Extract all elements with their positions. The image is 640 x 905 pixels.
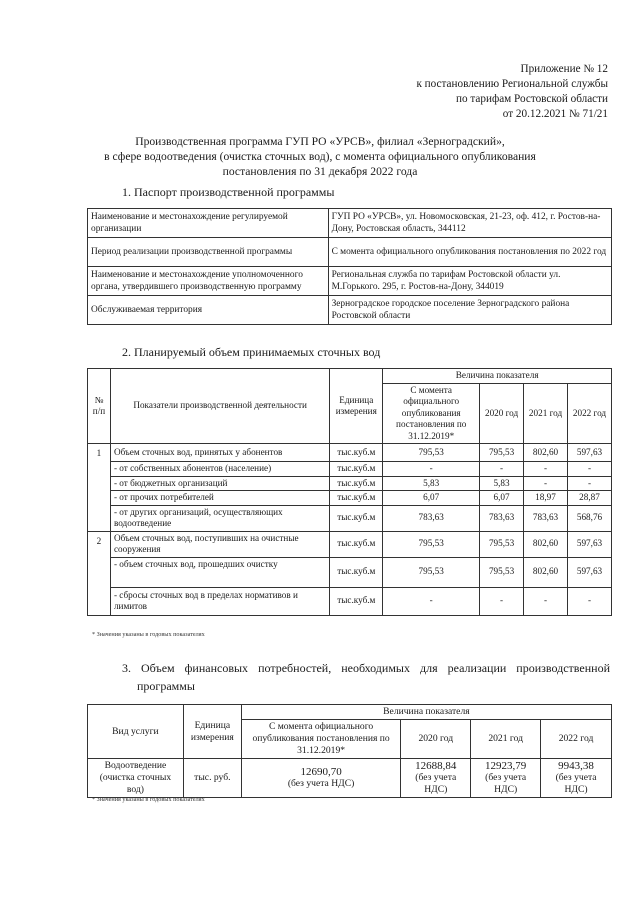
- row-unit: тыс.куб.м: [330, 531, 383, 557]
- row-value: 597,63: [567, 444, 611, 462]
- passport-value: С момента официального опубликования постановления по 2022 год: [328, 238, 611, 267]
- row-unit: тыс.куб.м: [330, 491, 383, 506]
- section-3-heading: 3. Объем финансовых потребностей, необходимых для реализации производственной: [122, 661, 610, 675]
- row-indicator: Объем сточных вод, поступивших на очистные сооружения: [110, 531, 329, 557]
- row-value: 795,53: [480, 444, 524, 462]
- passport-value: Региональная служба по тарифам Ростовской области ул. М.Горького. 295, г. Ростов-на-Дону, 344019: [328, 267, 611, 296]
- row-value: -: [567, 476, 611, 491]
- row-value: 802,60: [524, 531, 568, 557]
- section-3-heading-cont: программы: [137, 679, 195, 693]
- row-indicator: - объем сточных вод, прошедших очистку: [110, 557, 329, 587]
- row-value: -: [567, 587, 611, 615]
- table-row: [88, 531, 612, 557]
- row-value-note: (без учета НДС): [485, 772, 527, 795]
- table-row: [88, 557, 612, 587]
- row-value: 783,63: [524, 505, 568, 531]
- row-value-cell: [541, 759, 612, 798]
- header-line: Приложение № 12: [520, 63, 608, 75]
- row-value: 795,53: [480, 557, 524, 587]
- row-value-note: (без учета НДС): [415, 772, 457, 795]
- table-2-footnote: * Значения указаны в годовых показателях: [92, 631, 205, 638]
- row-value: -: [567, 462, 611, 477]
- table-row: [88, 238, 612, 267]
- row-value: -: [480, 462, 524, 477]
- row-value: 795,53: [383, 557, 480, 587]
- col-2020-header: 2020 год: [401, 720, 471, 759]
- col-2021-header: 2021 год: [524, 383, 568, 444]
- row-value: -: [383, 462, 480, 477]
- col-2021-header: 2021 год: [471, 720, 541, 759]
- table-row: [88, 476, 612, 491]
- table-row: [88, 505, 612, 531]
- col-service-header: Вид услуги: [88, 705, 184, 759]
- table-row: [88, 444, 612, 462]
- passport-label: Наименование и местонахождение уполномоченного органа, утвердившего производственную программу: [88, 267, 329, 296]
- row-unit: тыс.куб.м: [330, 557, 383, 587]
- row-value: 783,63: [383, 505, 480, 531]
- col-from-pub-header: С момента официального опубликования постановления по 31.12.2019*: [241, 720, 401, 759]
- title-line: в сфере водоотведения (очистка сточных вод), с момента официального опубликования: [104, 150, 536, 163]
- title-line: Производственная программа ГУП РО «УРСВ», филиал «Зерноградский»,: [135, 135, 505, 148]
- wastewater-volume-table: [87, 368, 612, 616]
- passport-label: Обслуживаемая территория: [88, 296, 329, 325]
- row-value: 795,53: [383, 444, 480, 462]
- col-2020-header: 2020 год: [480, 383, 524, 444]
- row-unit: тыс.куб.м: [330, 462, 383, 477]
- passport-value: ГУП РО «УРСВ», ул. Новомосковская, 21-23, оф. 412, г. Ростов-на-Дону, Ростовская область, 344112: [328, 209, 611, 238]
- row-value: 568,76: [567, 505, 611, 531]
- row-unit: тыс. руб.: [183, 759, 241, 798]
- col-num-header: № п/п: [88, 369, 111, 444]
- table-row: [88, 587, 612, 615]
- row-value-cell: [241, 759, 401, 798]
- table-row: [88, 296, 612, 325]
- row-value: 5,83: [383, 476, 480, 491]
- row-value: -: [524, 587, 568, 615]
- col-value-group-header: Величина показателя: [241, 705, 611, 720]
- row-num: 1: [88, 444, 111, 532]
- row-value-cell: [471, 759, 541, 798]
- row-value: -: [480, 587, 524, 615]
- row-value: 795,53: [383, 531, 480, 557]
- table-3-footnote: * Значения указаны в годовых показателях: [92, 796, 205, 803]
- row-value: -: [383, 587, 480, 615]
- row-unit: тыс.куб.м: [330, 505, 383, 531]
- section-2-heading: 2. Планируемый объем принимаемых сточных вод: [122, 345, 381, 359]
- header-line: по тарифам Ростовской области: [456, 93, 608, 105]
- row-value: 5,83: [480, 476, 524, 491]
- row-unit: тыс.куб.м: [330, 476, 383, 491]
- row-value: 12923,79: [485, 760, 527, 772]
- row-value: 9943,38: [558, 760, 594, 772]
- financial-needs-table: [87, 704, 612, 798]
- row-value: 18,97: [524, 491, 568, 506]
- row-service: Водоотведение (очистка сточных вод): [88, 759, 184, 798]
- row-unit: тыс.куб.м: [330, 587, 383, 615]
- col-2022-header: 2022 год: [541, 720, 612, 759]
- table-row: [88, 267, 612, 296]
- row-indicator: - от собственных абонентов (население): [110, 462, 329, 477]
- table-row: [88, 462, 612, 477]
- row-value: 802,60: [524, 557, 568, 587]
- row-value: 28,87: [567, 491, 611, 506]
- table-row: [88, 209, 612, 238]
- row-num: 2: [88, 531, 111, 615]
- row-value-note: (без учета НДС): [555, 772, 597, 795]
- col-unit-header: Единица измерения: [330, 369, 383, 444]
- row-value-note: (без учета НДС): [287, 778, 355, 789]
- row-value: 6,07: [480, 491, 524, 506]
- passport-label: Период реализации производственной программы: [88, 238, 329, 267]
- col-2022-header: 2022 год: [567, 383, 611, 444]
- col-indicator-header: Показатели производственной деятельности: [110, 369, 329, 444]
- document-header: [416, 62, 608, 122]
- row-value: 12688,84: [415, 760, 457, 772]
- title-line: постановления по 31 декабря 2022 года: [222, 165, 418, 178]
- row-value: -: [524, 462, 568, 477]
- section-1-heading: 1. Паспорт производственной программы: [122, 185, 335, 199]
- row-value: 802,60: [524, 444, 568, 462]
- row-indicator: - от бюджетных организаций: [110, 476, 329, 491]
- passport-table: [87, 208, 612, 325]
- row-indicator: - от прочих потребителей: [110, 491, 329, 506]
- header-line: к постановлению Региональной службы: [416, 78, 608, 90]
- row-indicator: - сбросы сточных вод в пределах нормативов и лимитов: [110, 587, 329, 615]
- row-value-cell: [401, 759, 471, 798]
- row-value: 6,07: [383, 491, 480, 506]
- col-from-pub-header: С момента официального опубликования постановления по 31.12.2019*: [383, 383, 480, 444]
- row-value: 12690,70: [300, 766, 342, 778]
- document-title: [70, 134, 570, 179]
- col-unit-header: Единица измерения: [183, 705, 241, 759]
- passport-label: Наименование и местонахождение регулируемой организации: [88, 209, 329, 238]
- row-value: 795,53: [480, 531, 524, 557]
- row-indicator: - от других организаций, осуществляющих водоотведение: [110, 505, 329, 531]
- row-value: 783,63: [480, 505, 524, 531]
- table-row: [88, 491, 612, 506]
- table-row: [88, 759, 612, 798]
- row-value: 597,63: [567, 557, 611, 587]
- table-header-row: [88, 705, 612, 720]
- table-header-row: [88, 369, 612, 384]
- row-unit: тыс.куб.м: [330, 444, 383, 462]
- col-value-group-header: Величина показателя: [383, 369, 612, 384]
- row-indicator: Объем сточных вод, принятых у абонентов: [110, 444, 329, 462]
- header-line: от 20.12.2021 № 71/21: [502, 108, 608, 120]
- row-value: -: [524, 476, 568, 491]
- passport-value: Зерноградское городское поселение Зерноградского района Ростовской области: [328, 296, 611, 325]
- row-value: 597,63: [567, 531, 611, 557]
